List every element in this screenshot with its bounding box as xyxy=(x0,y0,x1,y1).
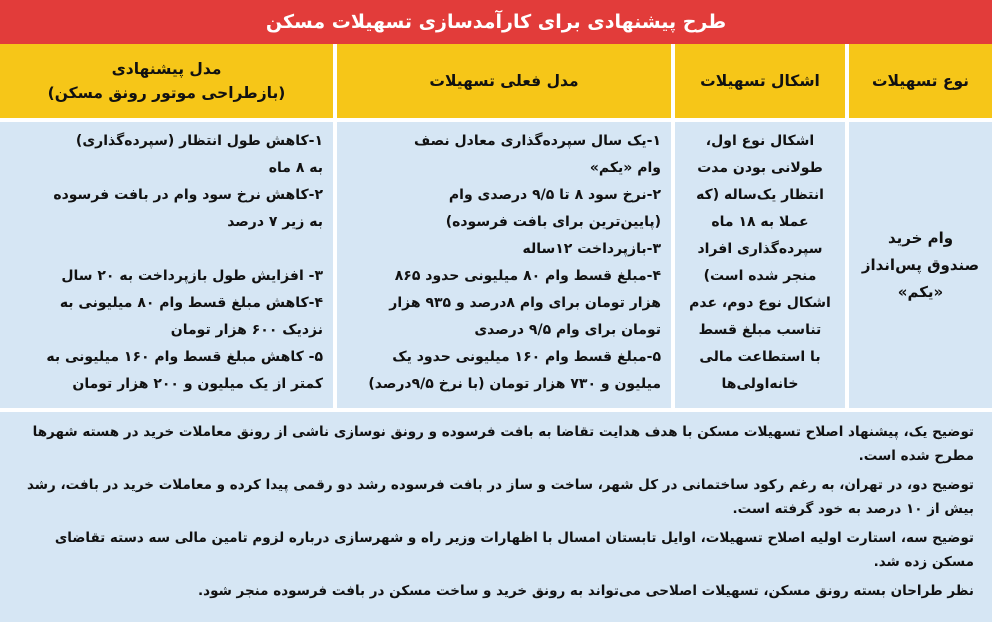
note-paragraph: توضیح دو، در تهران، به رغم رکود ساختمانی در کل شهر، ساخت و ساز در بافت فرسوده رشد دو رقمی پیدا کرده و معاملات خرید در بافت، رشد بیش از ۱۰ درصد به خود گرفته است. xyxy=(26,477,974,517)
proposed-line: ۱-کاهش طول انتظار (سپرده‌گذاری) xyxy=(75,133,323,149)
forms-line: عملا به ۱۸ ماه xyxy=(711,214,809,230)
header-row xyxy=(0,44,992,118)
current-line: ۳-بازپرداخت ۱۲ساله xyxy=(522,241,661,257)
header-proposed-model xyxy=(0,44,333,118)
table-row xyxy=(0,122,992,408)
current-line: میلیون و ۷۳۰ هزار تومان (با نرخ ۹/۵درصد) xyxy=(368,376,661,392)
notes-section xyxy=(0,412,992,622)
current-line: تومان برای وام ۹/۵ درصدی xyxy=(474,322,661,338)
header-loan-forms: اشکال تسهیلات xyxy=(675,44,845,118)
proposed-line: ۵- کاهش مبلغ قسط وام ۱۶۰ میلیونی به xyxy=(46,349,323,365)
current-line: ۵-مبلغ قسط وام ۱۶۰ میلیونی حدود یک xyxy=(392,349,661,365)
forms-line: منجر شده است) xyxy=(703,268,817,284)
header-proposed-title: مدل پیشنهادی xyxy=(111,59,222,78)
forms-line: با استطاعت مالی xyxy=(699,349,821,365)
loan-type-line: «یکم» xyxy=(897,282,944,301)
current-line: ۴-مبلغ قسط وام ۸۰ میلیونی حدود ۸۶۵ xyxy=(394,268,661,284)
header-loan-type: نوع تسهیلات xyxy=(849,44,992,118)
current-line: وام «یکم» xyxy=(589,160,661,176)
forms-line: تناسب مبلغ قسط xyxy=(698,322,822,338)
loan-type-line: صندوق پس‌انداز xyxy=(861,255,980,274)
proposed-line: کمتر از یک میلیون و ۲۰۰ هزار تومان xyxy=(72,376,323,392)
proposed-line: ۴-کاهش مبلغ قسط وام ۸۰ میلیونی به xyxy=(59,295,323,311)
loan-type-line: وام خرید xyxy=(887,228,954,247)
current-line: (پایین‌ترین برای بافت فرسوده) xyxy=(445,214,661,230)
header-proposed-subtitle: (بازطراحی موتور رونق مسکن) xyxy=(47,84,286,102)
header-current-model: مدل فعلی تسهیلات xyxy=(337,44,671,118)
forms-line: سپرده‌گذاری افراد xyxy=(697,241,823,257)
note-paragraph: نظر طراحان بسته رونق مسکن، تسهیلات اصلاحی می‌تواند به رونق خرید و ساخت مسکن در بافت فرسوده منجر شود. xyxy=(198,583,974,599)
proposed-line: به ۸ ماه xyxy=(268,160,323,176)
table-title: طرح پیشنهادی برای کارآمدسازی تسهیلات مسکن xyxy=(0,0,992,44)
proposed-line: ۳- افزایش طول بازپرداخت به ۲۰ سال xyxy=(61,268,323,284)
forms-line: خانه‌اولی‌ها xyxy=(721,376,799,392)
current-line: ۲-نرخ سود ۸ تا ۹/۵ درصدی وام xyxy=(448,187,661,203)
proposed-line: ۲-کاهش نرخ سود وام در بافت فرسوده xyxy=(53,187,323,203)
proposed-line: به زیر ۷ درصد xyxy=(227,214,323,230)
forms-line: انتظار یک‌ساله (که xyxy=(696,187,824,203)
cell-loan-forms xyxy=(675,122,845,408)
cell-loan-type xyxy=(849,122,992,408)
proposed-line: نزدیک ۶۰۰ هزار تومان xyxy=(170,322,323,338)
note-paragraph: توضیح یک، پیشنهاد اصلاح تسهیلات مسکن با هدف هدایت تقاضا به بافت فرسوده و رونق نوسازی ناشی از رونق معاملات خرید در هسته شهرها مطرح شده است. xyxy=(32,424,974,464)
cell-proposed-model xyxy=(0,122,333,408)
forms-line: اشکال نوع اول، xyxy=(705,133,815,149)
current-line: هزار تومان برای وام ۸درصد و ۹۳۵ هزار xyxy=(389,295,661,311)
proposed-spacer xyxy=(10,236,323,263)
note-paragraph: توضیح سه، استارت اولیه اصلاح تسهیلات، اوایل تابستان امسال با اظهارات وزیر راه و شهرسازی درباره لزوم تامین مالی سه دسته تقاضای مسکن زده شد. xyxy=(54,530,974,570)
forms-line: طولانی بودن مدت xyxy=(697,160,823,176)
cell-current-model xyxy=(337,122,671,408)
current-line: ۱-یک سال سپرده‌گذاری معادل نصف xyxy=(413,133,661,149)
forms-line: اشکال نوع دوم، عدم xyxy=(689,295,831,311)
